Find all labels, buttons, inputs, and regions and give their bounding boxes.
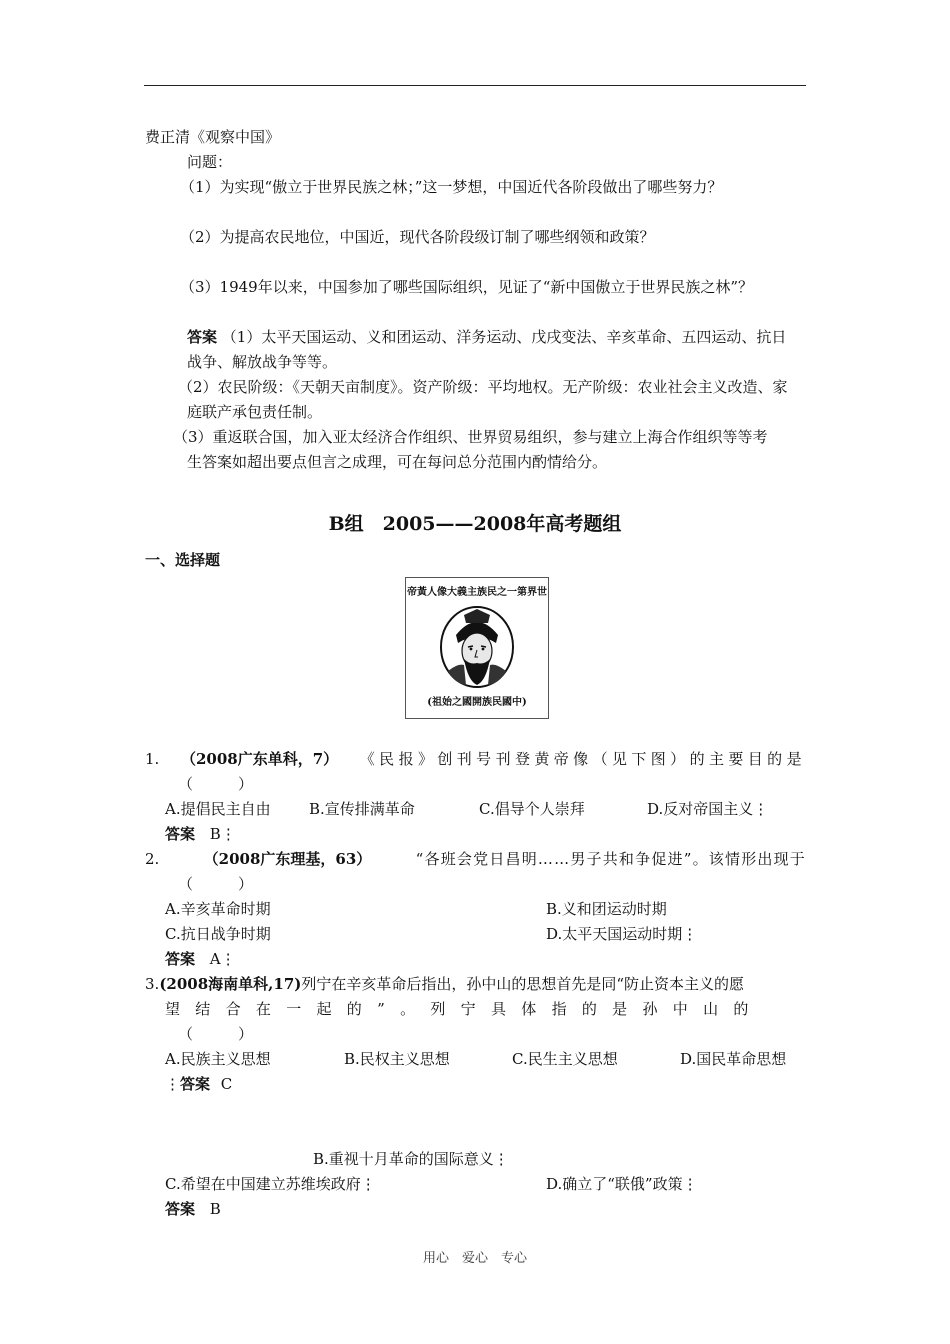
mcq-1-option-b: B.宣传排满革命 — [309, 800, 415, 818]
answer-3-line1: （3）重返联合国，加入亚太经济合作组织、世界贸易组织，参与建立上海合作组织等等考 — [173, 428, 768, 446]
orphan-option-d: D.确立了“联俄”政策⋮ — [546, 1175, 698, 1193]
huangdi-portrait-figure — [405, 577, 549, 719]
mcq-3-paren: （ ） — [178, 1025, 254, 1043]
mcq-3-number: 3. — [145, 975, 160, 993]
mcq-1-answer: B⋮ — [209, 825, 236, 843]
group-title: B组 2005——2008年高考题组 — [328, 513, 622, 535]
mcq-2-option-a: A.辛亥革命时期 — [165, 900, 271, 918]
orphan-answer: B — [209, 1200, 221, 1218]
mcq-3-option-b: B.民权主义思想 — [344, 1050, 450, 1068]
mcq-1-answer-label: 答案 — [165, 825, 196, 843]
answer-1-line2: 战争、解放战争等等。 — [187, 353, 338, 371]
mcq-2-answer-label: 答案 — [165, 950, 196, 968]
mcq-3-option-a: A.民族主义思想 — [165, 1050, 271, 1068]
header-rule — [144, 85, 806, 86]
mcq-1-source: （2008广东单科，7） — [180, 750, 339, 768]
figure-bottom-caption: (祖始之國開族民國中) — [427, 697, 527, 708]
figure-top-caption: 帝黃人像大義主族民之一第界世 — [407, 587, 547, 598]
mcq-2-option-d: D.太平天国运动时期⋮ — [546, 925, 698, 943]
answer-2-line1: （2）农民阶级：《天朝天亩制度》。资产阶级：平均地权。无产阶级：农业社会主义改造、家 — [178, 378, 788, 396]
mcq-3-option-d: D.国民革命思想 — [680, 1050, 787, 1068]
mcq-2-number: 2. — [145, 850, 160, 868]
answer-block-line1 — [187, 327, 786, 347]
answer-label: 答案 — [187, 328, 218, 346]
orphan-answer-label: 答案 — [165, 1200, 196, 1218]
answer-2-line2: 庭联产承包责任制。 — [187, 403, 323, 421]
answer-1-line1: （1）太平天国运动、义和团运动、洋务运动、戊戌变法、辛亥革命、五四运动、抗日 — [221, 328, 787, 346]
question-3: （3）1949年以来，中国参加了哪些国际组织，见证了“新中国傲立于世界民族之林”？ — [180, 278, 754, 296]
mcq-1-option-d: D.反对帝国主义⋮ — [647, 800, 769, 818]
mcq-2-source: （2008广东理基，63） — [203, 850, 372, 868]
answer-3-line2: 生答案如超出要点但言之成理，可在每问总分范围内酌情给分。 — [187, 453, 608, 471]
mcq-3-answer: C — [220, 1075, 233, 1093]
mcq-1-question: 《民报》创刊号刊登黄帝像（见下图）的主要目的是 — [359, 750, 806, 768]
question-2: （2）为提高农民地位，中国近，现代各阶段级订制了哪些纲领和政策？ — [180, 228, 655, 246]
mcq-2-paren: （ ） — [178, 875, 254, 893]
mcq-3-answer-label: 答案 — [180, 1075, 211, 1093]
question-1: （1）为实现“傲立于世界民族之林；”这一梦想，中国近代各阶段做出了哪些努力？ — [180, 178, 723, 196]
mcq-1-option-a: A.提倡民主自由 — [165, 800, 271, 818]
mcq-1-stem — [145, 749, 806, 769]
mcq-1-number: 1. — [145, 750, 160, 768]
orphan-option-b: B.重视十月革命的国际意义⋮ — [313, 1150, 509, 1168]
mcq-3-question-line1: 列宁在辛亥革命后指出，孙中山的思想首先是同“防止资本主义的愿 — [301, 975, 745, 993]
mcq-2-option-c: C.抗日战争时期 — [165, 925, 271, 943]
mcq-1-paren: （ ） — [178, 775, 254, 793]
mcq-2-stem — [145, 849, 806, 869]
mcq-2-answer: A⋮ — [209, 950, 236, 968]
mcq-2-option-b: B.义和团运动时期 — [546, 900, 667, 918]
mcq-3-stem-line1 — [145, 974, 744, 994]
section-title: 一、选择题 — [145, 551, 221, 569]
mcq-3-question-line2: 望结合在一起的”。列宁具体指的是孙中山的 — [165, 1000, 764, 1018]
mcq-3-source: (2008海南单科,17) — [159, 975, 302, 993]
questions-label: 问题： — [187, 153, 233, 171]
mcq-3-answer-marker: ⋮ — [165, 1075, 180, 1093]
mcq-1-option-c: C.倡导个人崇拜 — [479, 800, 585, 818]
mcq-2-question: “各班会党日昌明……男子共和争促进”。该情形出现于 — [415, 850, 806, 868]
orphan-option-c: C.希望在中国建立苏维埃政府⋮ — [165, 1175, 376, 1193]
page-footer: 用心 爱心 专心 — [422, 1251, 527, 1266]
mcq-3-option-c: C.民生主义思想 — [512, 1050, 618, 1068]
source-citation: 费正清《观察中国》 — [145, 128, 281, 146]
huangdi-portrait-icon — [438, 605, 516, 689]
